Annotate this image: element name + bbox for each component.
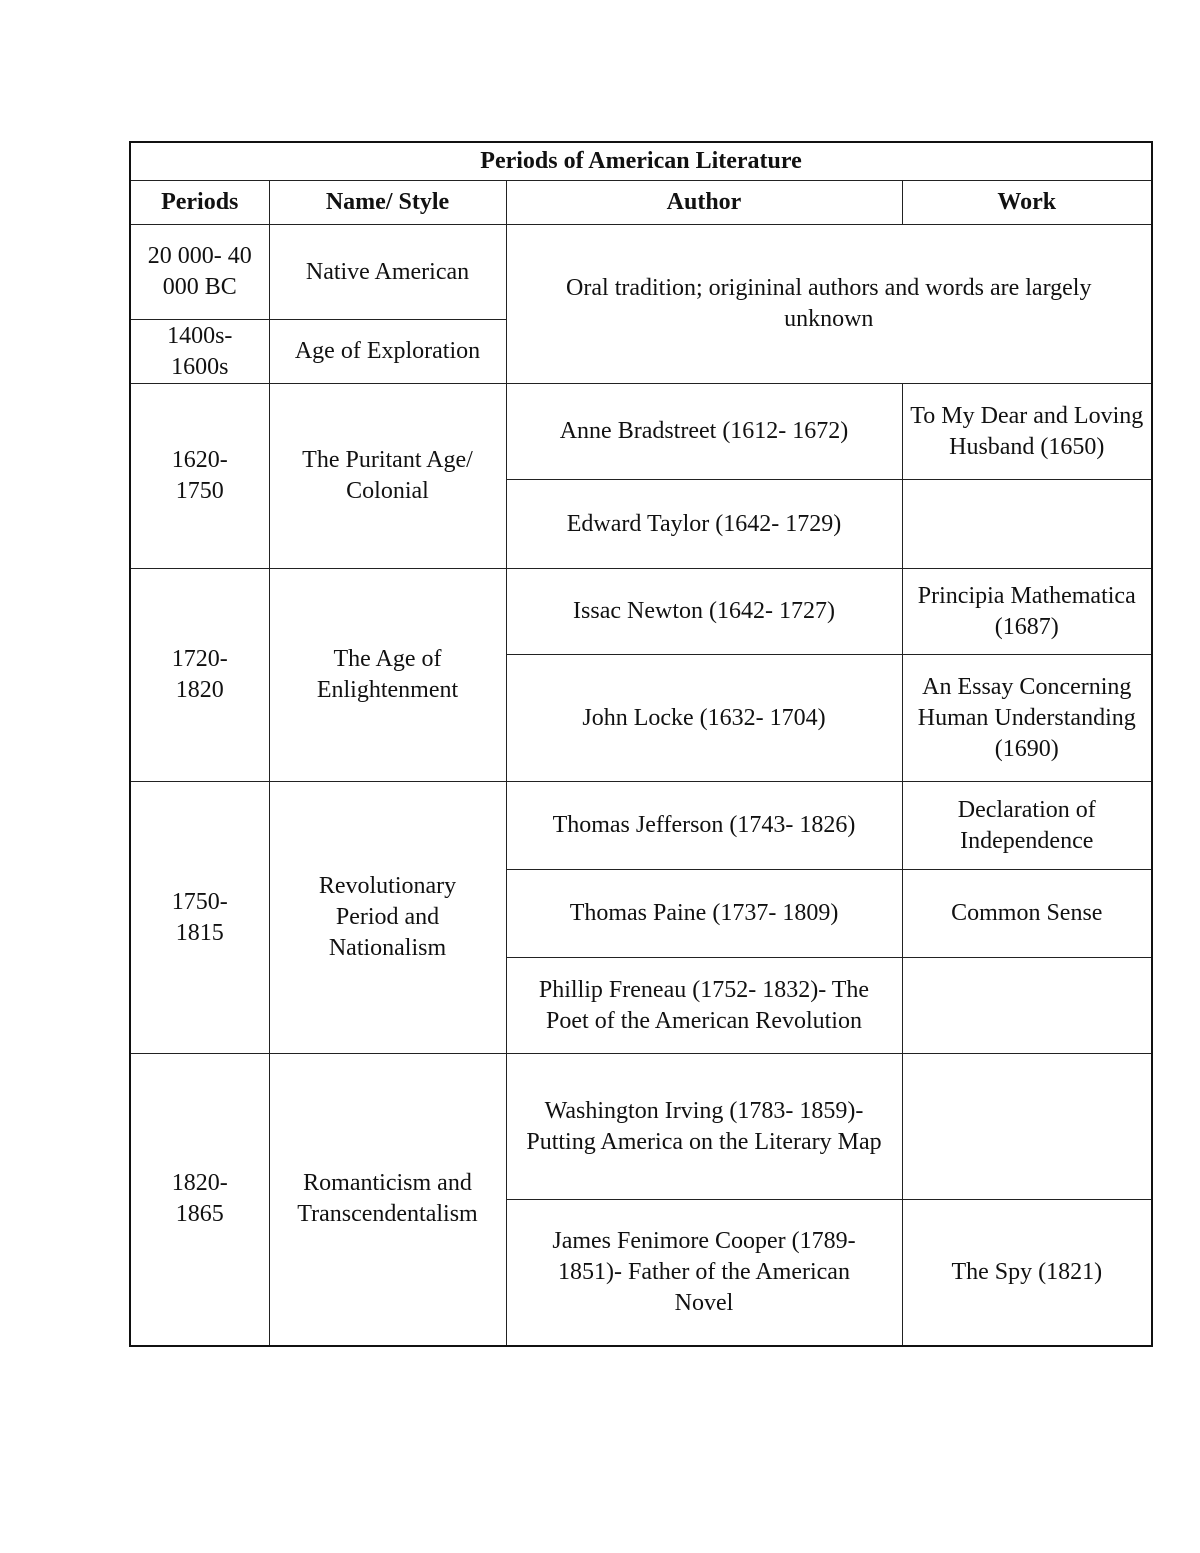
header-work: Work [902,181,1152,225]
header-periods: Periods [130,181,269,225]
work-cell: An Essay Concerning Human Understanding (1690) [902,655,1152,782]
work-cell: The Spy (1821) [902,1200,1152,1346]
table-row [130,1054,1152,1200]
header-name-style: Name/ Style [269,181,506,225]
author-cell: John Locke (1632- 1704) [506,655,902,782]
oral-tradition-note: Oral tradition; origininal authors and words are largely unknown [506,225,1152,384]
literature-periods-table [129,141,1153,1347]
period-cell: 1820- 1865 [130,1054,269,1346]
work-cell: Principia Mathematica (1687) [902,569,1152,655]
period-cell: 1400s- 1600s [130,320,269,384]
period-cell: 1750- 1815 [130,782,269,1054]
style-cell: Romanticism and Transcendentalism [269,1054,506,1346]
table-row [130,384,1152,480]
style-cell: Age of Exploration [269,320,506,384]
style-cell: Native American [269,225,506,320]
work-cell: Declaration of Independence [902,782,1152,870]
table-title: Periods of American Literature [130,142,1152,181]
table-row [130,569,1152,655]
work-cell [902,480,1152,569]
period-cell: 1720- 1820 [130,569,269,782]
style-cell: The Puritant Age/ Colonial [269,384,506,569]
table-row [130,225,1152,320]
work-cell [902,958,1152,1054]
work-cell: Common Sense [902,870,1152,958]
author-cell: Thomas Paine (1737- 1809) [506,870,902,958]
author-cell: James Fenimore Cooper (1789- 1851)- Father of the American Novel [506,1200,902,1346]
period-cell: 1620- 1750 [130,384,269,569]
work-cell: To My Dear and Loving Husband (1650) [902,384,1152,480]
author-cell: Washington Irving (1783- 1859)- Putting America on the Literary Map [506,1054,902,1200]
style-cell: The Age of Enlightenment [269,569,506,782]
author-cell: Phillip Freneau (1752- 1832)- The Poet of the American Revolution [506,958,902,1054]
author-cell: Edward Taylor (1642- 1729) [506,480,902,569]
author-cell: Anne Bradstreet (1612- 1672) [506,384,902,480]
work-cell [902,1054,1152,1200]
style-cell: Revolutionary Period and Nationalism [269,782,506,1054]
author-cell: Issac Newton (1642- 1727) [506,569,902,655]
period-cell: 20 000- 40 000 BC [130,225,269,320]
author-cell: Thomas Jefferson (1743- 1826) [506,782,902,870]
header-author: Author [506,181,902,225]
table-row [130,782,1152,870]
